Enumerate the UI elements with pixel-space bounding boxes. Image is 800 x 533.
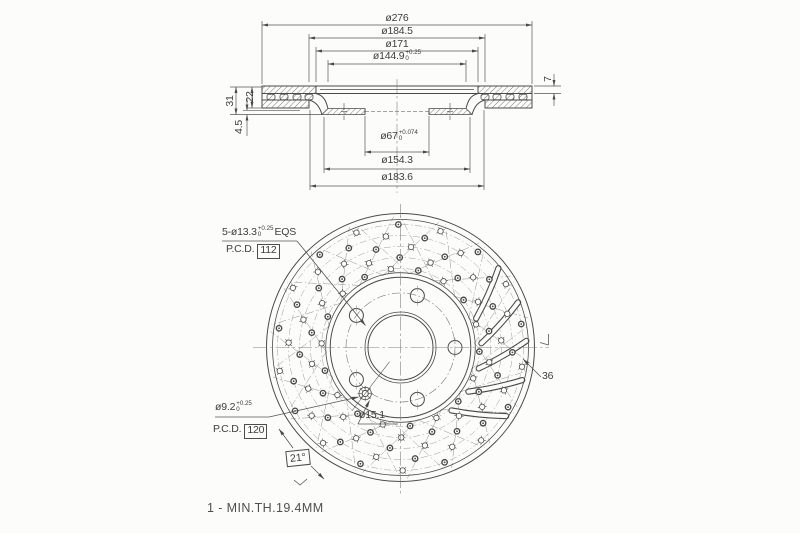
- lug-holes-suffix: EQS: [274, 226, 297, 238]
- small-hole-tolerance: +0.25 0: [236, 400, 252, 414]
- callout-small-pcd: [213, 424, 267, 439]
- dim-slot-36: 36: [542, 370, 554, 382]
- dim-height-31: 31: [224, 95, 237, 107]
- dim-154-3: ø154.3: [381, 154, 413, 166]
- dim-height-4-5: 4.5: [233, 120, 246, 134]
- dim-184-5: ø184.5: [381, 25, 413, 37]
- front-view-leaders: [215, 241, 549, 485]
- dim-183-6: ø183.6: [381, 171, 413, 183]
- dim-bore-67: [380, 131, 418, 143]
- small-pcd-label: P.C.D.: [213, 423, 242, 435]
- small-hole-value: ø9.2: [215, 401, 236, 413]
- lug-pcd-label: P.C.D.: [226, 243, 255, 255]
- lug-holes-tolerance: +0.25 0: [257, 225, 274, 239]
- dim-outer-diameter: ø276: [385, 12, 409, 24]
- dim-67-tolerance: +0.074 0: [398, 129, 418, 143]
- small-pcd-value: 120: [244, 424, 267, 439]
- lug-holes-value: 5-ø13.3: [222, 226, 257, 238]
- callout-lug-pcd: [226, 244, 280, 259]
- dim-angle-21: 21°: [285, 449, 310, 467]
- min-thickness-note: 1 - MIN.TH.19.4MM: [207, 501, 324, 515]
- callout-small-hole: [215, 402, 252, 414]
- dim-plate-thickness-7: 7: [542, 76, 555, 82]
- dim-67-value: ø67: [380, 130, 398, 142]
- dim-144-9: [373, 51, 421, 63]
- dim-171: ø171: [385, 38, 409, 50]
- dim-height-22: 22: [244, 91, 257, 103]
- callout-lug-holes: [222, 227, 296, 239]
- lug-pcd-value: 112: [257, 244, 279, 259]
- dim-counterbore-15-1: ø15.1: [359, 409, 385, 421]
- dim-144-9-tolerance: +0.25 0: [405, 49, 422, 63]
- dim-144-9-value: ø144.9: [372, 50, 405, 62]
